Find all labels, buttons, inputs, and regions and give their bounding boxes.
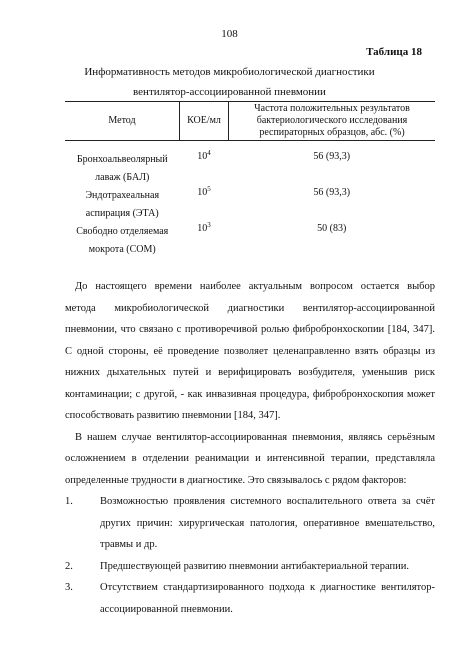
cfu-cell bbox=[180, 141, 229, 188]
page-number: 108 bbox=[221, 28, 238, 40]
table-header-row bbox=[65, 102, 435, 141]
method-name-cont: аспирация (ЭТА) bbox=[85, 208, 159, 219]
list-item bbox=[65, 577, 435, 620]
list-item bbox=[65, 556, 435, 578]
paragraph-1-line-2: метода микробиологической диагностики вентилятор-ассоциированной bbox=[65, 302, 435, 314]
paragraph-1-line-1: До настоящего времени наиболее актуальным вопросом остается выбор bbox=[75, 281, 435, 292]
method-cell bbox=[65, 141, 180, 188]
header-frequency bbox=[229, 102, 436, 141]
list-item-number: 1. bbox=[65, 496, 73, 507]
paragraph-1-rest: пневмонии, что связано с противоречивой ролью фибробронхоскопии [184, 347]. С одной стороны, её проведение позволяет целенаправленно взять образцы из нижних дыхательных путей и верифицировать возбудителя, уменьшив риск контаминации; с другой, - как инвазивная процедура, фибробронхоскопия может способствовать развитию пневмонии [184, 347]. bbox=[65, 324, 435, 421]
list-item-text: Возможностью проявления системного воспалительного ответа за счёт других причин: хирургическая патология, оперативное вмешательство, травмы и др. bbox=[100, 496, 435, 550]
cfu-cell bbox=[180, 187, 229, 223]
table-caption-line-1: Информативность методов микробиологической диагностики bbox=[84, 66, 375, 78]
list-item-text: Предшествующей развитию пневмонии антибактериальной терапии. bbox=[100, 560, 409, 572]
header-method: Метод bbox=[65, 102, 180, 141]
method-name: Свободно отделяемая bbox=[76, 226, 169, 237]
cfu-exponent: 3 bbox=[207, 221, 211, 229]
header-frequency-line-2: бактериологического исследования bbox=[256, 115, 408, 126]
table-row bbox=[65, 187, 435, 223]
list-item-text: Отсутствием стандартизированного подхода к диагностике вентилятор-ассоциированной пневмонии. bbox=[100, 582, 435, 615]
header-frequency-line-1: Частота положительных результатов bbox=[254, 103, 410, 114]
table-label: Таблица 18 bbox=[366, 46, 422, 58]
paragraph-2: В нашем случае вентилятор-ассоциированная пневмония, являясь серьёзным осложнением в отделении реанимации и интенсивной терапии, представляла определенные трудности в диагностике. Это связывалось с рядом факторов: bbox=[65, 431, 435, 486]
list-item-number: 2. bbox=[65, 560, 73, 572]
header-frequency-line-3: респираторных образцов, абс. (%) bbox=[259, 127, 405, 138]
table-caption-line-2: вентилятор-ассоциированной пневмонии bbox=[133, 86, 326, 98]
cfu-exponent: 4 bbox=[207, 149, 211, 157]
list-item-number: 3. bbox=[65, 582, 73, 593]
cfu-exponent: 5 bbox=[207, 185, 211, 193]
frequency-cell: 56 (93,3) bbox=[313, 151, 351, 162]
method-name: Эндотрахеальная bbox=[85, 190, 160, 201]
table-row bbox=[65, 141, 435, 188]
header-cfu: КОЕ/мл bbox=[180, 102, 229, 141]
method-name-cont: мокрота (СОМ) bbox=[88, 244, 156, 255]
cfu-cell bbox=[180, 223, 229, 259]
cfu-base: 10 bbox=[197, 151, 208, 162]
cfu-base: 10 bbox=[197, 187, 208, 198]
body-text bbox=[65, 276, 435, 620]
frequency-cell: 50 (83) bbox=[317, 223, 347, 234]
method-cell bbox=[65, 187, 180, 223]
methods-table bbox=[65, 101, 435, 259]
method-name-cont: лаваж (БАЛ) bbox=[95, 172, 150, 183]
list-item bbox=[65, 491, 435, 556]
cfu-base: 10 bbox=[197, 223, 208, 234]
method-cell bbox=[65, 223, 180, 259]
table-row bbox=[65, 223, 435, 259]
frequency-cell: 56 (93,3) bbox=[313, 187, 351, 198]
method-name: Бронхоальвеолярный bbox=[76, 154, 168, 165]
